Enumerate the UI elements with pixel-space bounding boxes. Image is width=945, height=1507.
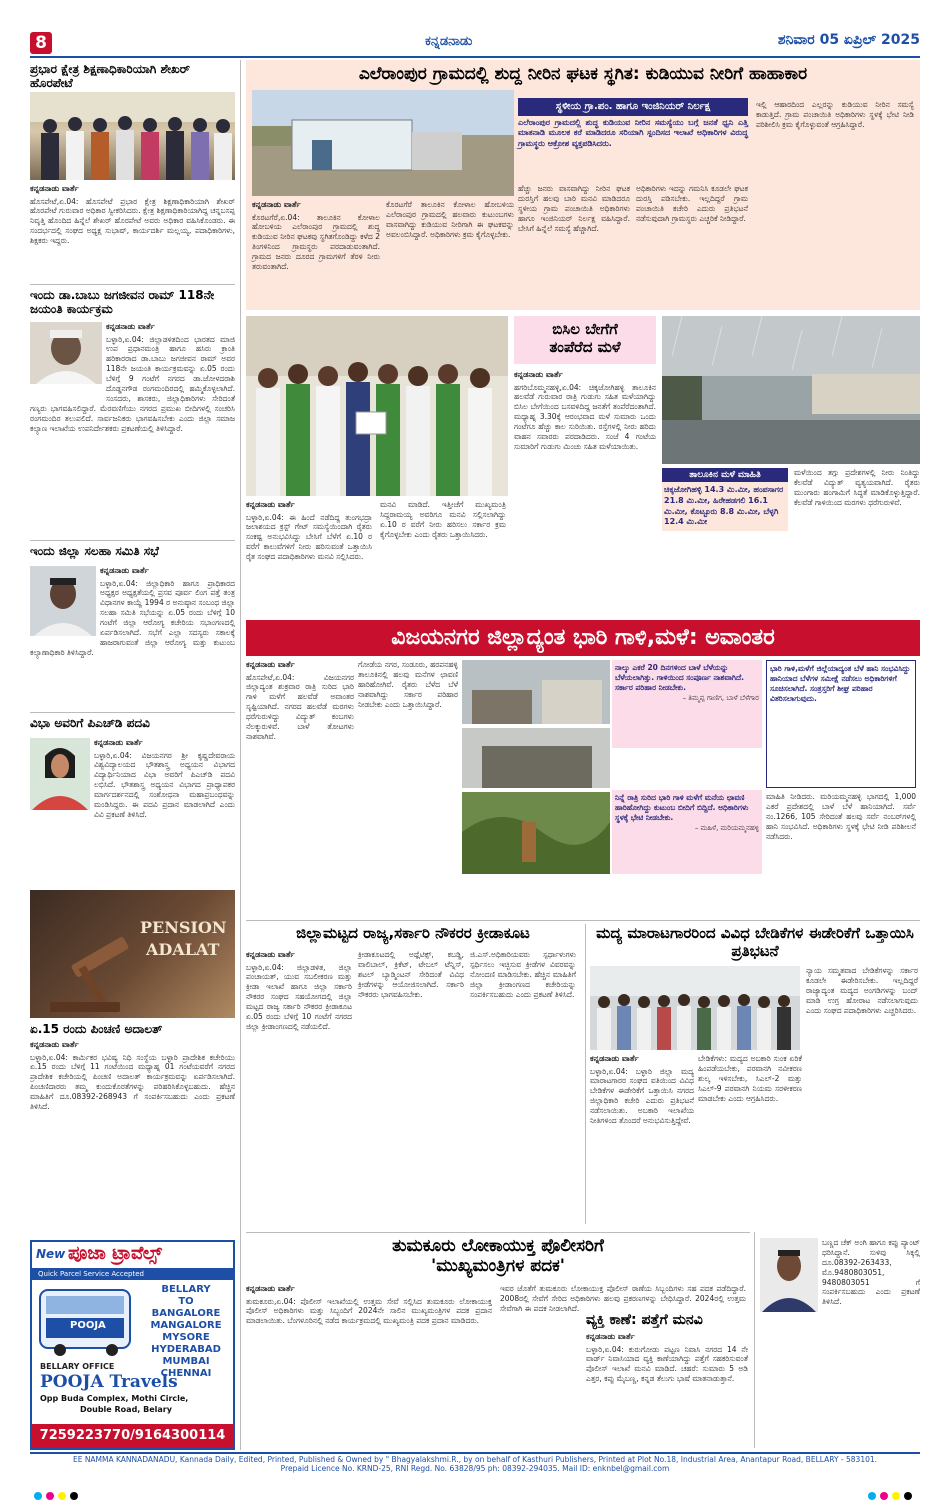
subheading: ಸ್ಥಳೀಯ ಗ್ರಾ.ಪಂ. ಹಾಗೂ ಇಂಜಿನಿಯರ್ ನಿರ್ಲಕ್ಷ: [555, 101, 711, 112]
memorandum-photo: [246, 316, 508, 496]
paper-name: ಕನ್ನಡನಾಡು: [425, 34, 473, 49]
article-body: [30, 738, 235, 823]
rain-right-column: [794, 468, 920, 508]
article-body: [30, 184, 235, 246]
column-2: [380, 500, 506, 540]
footer: [30, 1455, 920, 1483]
missing-person-photo: [760, 1238, 818, 1312]
body-text: ಹೆಚ್ಚು ಜನರು ವಾಸವಾಗಿದ್ದು ನೀರಿನ ಘಟಕ ದುರಸ್ತಿಗೆ ಹಲವು ಬಾರಿ ಮನವಿ ಮಾಡಿದರೂ ಸ್ಥಳೀಯ ಗ್ರಾಮ ಪಂಚಾಯಿತಿ ಅಧಿಕಾರಿಗಳು ಹಾಗೂ ಇಂಜಿನಿಯರ್ ನಿರ್ಲಕ್ಷ ವಹಿಸಿದ್ದಾರೆ. ಬೇಸಿಗೆ ಹಿನ್ನೆಲೆ ಸಮಸ್ಯೆ ಹೆಚ್ಚಾಗಿದೆ.: [518, 184, 630, 233]
ad-pooja-travels: [30, 1240, 235, 1450]
bus-label: POOJA: [70, 1320, 106, 1331]
article-memo: [246, 500, 508, 610]
protest-crowd-scene: [590, 966, 800, 1050]
rain-stats-box: [662, 468, 788, 612]
article-body: [30, 1040, 235, 1112]
body-text: ಅಧಿಕಾರಿಗಳು ಇದನ್ನು ಗಮನಿಸಿ ಕೂಡಲೇ ಘಟಕ ದುರಸ್ತಿ ಪಡಿಸಬೇಕು. ಇಲ್ಲದಿದ್ದರೆ ಗ್ರಾಮ ಪಂಚಾಯಿತಿ ಕಚೇರಿ ಎದುರು ಪ್ರತಿಭಟನೆ ನಡೆಸುವುದಾಗಿ ಗ್ರಾಮಸ್ಥರು ಎಚ್ಚರಿಕೆ ನೀಡಿದ್ದಾರೆ.: [636, 184, 748, 223]
article-body: [30, 322, 235, 433]
route-item: BELLARY: [161, 1284, 211, 1295]
byline: ಕನ್ನಡನಾಡು ವಾರ್ತೆ: [586, 1332, 635, 1341]
footer-line-2: Prepaid Licence No. KRND-25, RNI Regd. No. 63828/95 ph: 08392-294035. Mail ID: enknbel@gmail.com: [280, 1464, 670, 1473]
body-text: ಮಾಹಿತಿ ನೀಡಿದರು. ಮರಿಯಮ್ಮನಹಳ್ಳಿ ಭಾಗದಲ್ಲಿ 1,000 ಎಕರೆ ಪ್ರದೇಶದಲ್ಲಿ ಬಾಳೆ ಬೆಳೆ ಹಾನಿಯಾಗಿದೆ. ಸರ್ವೆ ನಂ.1266, 105 ಸೇರಿದಂತೆ ಹಲವು ಸರ್ವೆ ನಂಬರ್‌ಗಳಲ್ಲಿ ಹಾನಿ ಸಂಭವಿಸಿದೆ. ಅಧಿಕಾರಿಗಳು ಸ್ಥಳಕ್ಕೆ ಭೇಟಿ ನೀಡಿ ಪರಿಶೀಲನೆ ನಡೆಸಿದರು.: [766, 792, 916, 841]
stats-body: ಚಿಕ್ಕಜೋಗಿಹಳ್ಳಿ 14.3 ಮಿ.ಮೀ, ಹಂಪಸಾಗರ 21.8 ಮಿ.ಮೀ, ಹಿರೇಹಡಗಲಿ 16.1 ಮಿ.ಮೀ, ಕೊಟ್ಟೂರು 8.8 ಮಿ.ಮೀ, ಬೆಳ್ಳಗಿ 12.4 ಮಿ.ಮೀ: [662, 482, 788, 531]
registration-dot: [904, 1492, 912, 1500]
vijayanagara-body: [246, 660, 920, 916]
masthead-rule: [30, 56, 920, 58]
divider: [30, 284, 235, 285]
ad-title: ಪೂಜಾ ಟ್ರಾವೆಲ್ಸ್: [68, 1243, 162, 1264]
column-1: [586, 1332, 748, 1384]
company-name: POOJA Travels: [40, 1372, 178, 1392]
article-missing-person: [586, 1312, 920, 1448]
phone-strip: 7259223770/9164300114: [32, 1424, 233, 1448]
byline: ಕನ್ನಡನಾಡು ವಾರ್ತೆ: [30, 184, 79, 193]
article-water: [246, 60, 920, 310]
headline-line-1: ಬಿಸಿಲ ಬೇಗೆಗೆ: [552, 320, 618, 338]
quick-parcel-strip: Quick Parcel Service Accepted: [32, 1268, 233, 1280]
byline: ಕನ್ನಡನಾಡು ವಾರ್ತೆ: [94, 738, 143, 747]
rain-photo: [662, 316, 920, 464]
body-text: ಬಳ್ಳಾರಿ,ಏ.04: ಬಳ್ಳಾರಿ ಜಿಲ್ಲಾ ಮದ್ಯ ಮಾರಾಟಗಾರರ ಸಂಘದ ವತಿಯಿಂದ ವಿವಿಧ ಬೇಡಿಕೆಗಳ ಈಡೇರಿಕೆಗೆ ಒತ್ತಾಯಿಸಿ ನಗರದ ಜಿಲ್ಲಾಧಿಕಾರಿ ಕಚೇರಿ ಎದುರು ಪ್ರತಿಭಟನೆ ನಡೆಸಲಾಯಿತು. ಅಬಕಾರಿ ಇಲಾಖೆಯ ನೀತಿಗಳಿಂದ ತೊಂದರೆ ಅನುಭವಿಸುತ್ತಿದ್ದೇವೆ.: [590, 1066, 694, 1125]
column-2: [358, 660, 458, 709]
banana-field-scene: [462, 792, 610, 874]
missing-right-column: [822, 1238, 920, 1307]
article-sports: [246, 924, 580, 1224]
registration-dot: [70, 1492, 78, 1500]
registration-dot: [880, 1492, 888, 1500]
article-body: [514, 370, 656, 452]
new-label: New: [36, 1247, 66, 1261]
adalat-label: ADALAT: [146, 940, 220, 959]
route-item: HYDERABAD: [151, 1344, 221, 1355]
headline: ಇಂದು ಡಾ.ಬಾಬು ಜಗಜೀವನ ರಾಮ್ 118ನೇ ಜಯಂತಿ ಕಾರ್ಯಕ್ರಮ: [30, 288, 215, 317]
divider: [30, 540, 235, 541]
footer-line-1: EE NAMMA KANNADANADU, Kannada Daily, Edited, Printed, Published & Owned by " Bhagyalakshmi.R., by on behalf of Kasthuri Publishers, Printed at Plot No.18, Industrial Area, Anantapur Road, BELLARY - 583101.: [72, 1455, 878, 1464]
notice-text: ಭಾರಿ ಗಾಳಿ,ಮಳೆಗೆ ಜಿಲ್ಲೆಯಾದ್ಯಂತ ಬೆಳೆ ಹಾನಿ ಸಂಭವಿಸಿದ್ದು ಹಾನಿಯಾದ ಬೆಳೆಗಳ ಸಮೀಕ್ಷೆ ನಡೆಸಲು ಅಧಿಕಾರಿಗಳಿಗೆ ಸೂಚಿಸಲಾಗಿದೆ. ಸಂತ್ರಸ್ತರಿಗೆ ಶೀಘ್ರ ಪರಿಹಾರ ವಿತರಿಸಲಾಗುವುದು.: [770, 664, 911, 704]
column-3: [806, 966, 918, 1015]
rainy-street-scene: [662, 316, 920, 464]
quote-author: – ಮಹಿಳೆ, ಮರಿಯಮ್ಮನಹಳ್ಳಿ: [694, 824, 759, 833]
column-1: [246, 1284, 492, 1326]
route-item: CHENNAI: [160, 1368, 212, 1379]
column-1: [246, 660, 354, 742]
column-divider: [240, 60, 241, 1450]
byline: ಕನ್ನಡನಾಡು ವಾರ್ತೆ: [246, 1284, 295, 1293]
quote-box-1: [612, 660, 762, 748]
address-line-2: Double Road, Belary: [80, 1405, 172, 1414]
byline: ಕನ್ನಡನಾಡು ವಾರ್ತೆ: [100, 566, 149, 575]
quote-text: ನಿನ್ನೆ ರಾತ್ರಿ ಸುರಿದ ಭಾರಿ ಗಾಳಿ ಮಳೆಗೆ ಮನೆಯ ಛಾವಣಿ ಹಾರಿಹೋಗಿದ್ದು ಕುಟುಂಬ ಬೀದಿಗೆ ಬಿದ್ದಿದೆ. ಅಧಿಕಾರಿಗಳು ಸ್ಥಳಕ್ಕೆ ಭೇಟಿ ನೀಡಬೇಕು.: [615, 793, 749, 822]
body-text: ನ್ಯಾಯ ಸಮ್ಮತವಾದ ಬೇಡಿಕೆಗಳನ್ನು ಸರ್ಕಾರ ಕೂಡಲೇ ಈಡೇರಿಸಬೇಕು. ಇಲ್ಲದಿದ್ದರೆ ರಾಜ್ಯಾದ್ಯಂತ ಮದ್ಯದ ಅಂಗಡಿಗಳನ್ನು ಬಂದ್ ಮಾಡಿ ಉಗ್ರ ಹೋರಾಟ ನಡೆಸಲಾಗುವುದು ಎಂದು ಸಂಘದ ಪದಾಧಿಕಾರಿಗಳು ಎಚ್ಚರಿಸಿದರು.: [806, 966, 918, 1015]
farmers-group-scene: [246, 316, 508, 496]
article-jagjivan: [30, 288, 235, 528]
quote-author: – ತಿಮ್ಮಪ್ಪ ಗಾಣಿಗ, ಬಾಳೆ ಬೆಳೆಗಾರ: [682, 694, 759, 703]
headline: ಏ.15 ರಂದು ಪಿಂಚಣಿ ಅದಾಲತ್: [30, 1022, 163, 1036]
body-text: ಕೊರಟಗೆರೆ ತಾಲೂಕಿನ ಕೋಳಾಲ ಹೋಬಳಿಯ ಎಲೆರಾಂಪುರ ಗ್ರಾಮದಲ್ಲಿ ಹಲವಾರು ಕುಟುಂಬಗಳು ವಾಸವಾಗಿದ್ದು ಕುಡಿಯುವ ನೀರಿಗಾಗಿ ಈ ಘಟಕವನ್ನು ಅವಲಂಬಿಸಿದ್ದಾರೆ. ಅಧಿಕಾರಿಗಳು ಕ್ರಮ ಕೈಗೊಳ್ಳಬೇಕು.: [386, 200, 514, 239]
notice-box: [766, 660, 916, 788]
article-rain: [514, 316, 656, 612]
subheading-bar: [518, 98, 748, 116]
column-2: [698, 1054, 802, 1103]
headline-box: [514, 316, 656, 364]
damaged-building-scene: [462, 660, 610, 724]
body-text: ಬಳ್ಳಾರಿ,ಏ.04: ಕಾರ್ಮಿಕರ ಭವಿಷ್ಯ ನಿಧಿ ಸಂಸ್ಥೆಯ ಬಳ್ಳಾರಿ ಪ್ರಾದೇಶಿಕ ಕಚೇರಿಯು ಏ.15 ರಂದು ಬೆಳಿಗ್ಗೆ 11 ಗಂಟೆಯಿಂದ ಮಧ್ಯಾಹ್ನ 01 ಗಂಟೆಯವರೆಗೆ ನಗರದ ಪ್ರಾದೇಶಿಕ ಕಚೇರಿಯಲ್ಲಿ ಪಿಂಚಣಿ ಅದಾಲತ್ ಕಾರ್ಯಕ್ರಮವನ್ನು ಏರ್ಪಡಿಸಲಾಗಿದೆ. ಪಿಂಚಣಿದಾರರು ತಮ್ಮ ಕುಂದುಕೊರತೆಗಳನ್ನು ಪರಿಹರಿಸಿಕೊಳ್ಳಬಹುದು. ಹೆಚ್ಚಿನ ಮಾಹಿತಿಗೆ ದೂ.08392-268943 ಗೆ ಸಂಪರ್ಕಿಸಬಹುದು ಎಂದು ಪ್ರಕಟಣೆ ತಿಳಿಸಿದೆ.: [30, 1052, 235, 1111]
byline: ಕನ್ನಡನಾಡು ವಾರ್ತೆ: [514, 370, 563, 379]
route-list: [140, 1284, 232, 1380]
body-text: ಬಳ್ಳಾರಿ,ಏ.04: ಜಿಲ್ಲಾಡಳಿತ, ಜಿಲ್ಲಾ ಪಂಚಾಯತ್, ಯುವ ಸಬಲೀಕರಣ ಮತ್ತು ಕ್ರೀಡಾ ಇಲಾಖೆ ಹಾಗೂ ಜಿಲ್ಲಾ ಸರ್ಕಾರಿ ನೌಕರರ ಸಂಘದ ಸಹಯೋಗದಲ್ಲಿ ಜಿಲ್ಲಾ ಮಟ್ಟದ ರಾಜ್ಯ ಸರ್ಕಾರಿ ನೌಕರರ ಕ್ರೀಡಾಕೂಟ ಏ.05 ರಂದು ಬೆಳಿಗ್ಗೆ 10 ಗಂಟೆಗೆ ನಗರದ ಜಿಲ್ಲಾ ಕ್ರೀಡಾಂಗಣದಲ್ಲಿ ನಡೆಯಲಿದೆ.: [246, 962, 352, 1031]
headline-line-2: 'ಮುಖ್ಯಮಂತ್ರಿಗಳ ಪದಕ': [430, 1256, 565, 1277]
article-salaha: [30, 544, 235, 709]
article-vibha: [30, 716, 235, 886]
column-right: [766, 792, 916, 841]
headline: ವ್ಯಕ್ತಿ ಕಾಣೆ: ಪತ್ತೆಗೆ ಮನವಿ: [586, 1312, 703, 1328]
body-text: ಬಣ್ಣದ ಚೆಕ್ ಅಂಗಿ ಹಾಗೂ ಕಪ್ಪು ಪ್ಯಾಂಟ್ ಧರಿಸಿದ್ದಾನೆ. ಸುಳಿವು ಸಿಕ್ಕಲ್ಲಿ ದೂ.08392-263433, ಮೊ.9480803051, 9480803051 ಗೆ ಸಂಪರ್ಕಿಸಬಹುದು ಎಂದು ಪ್ರಕಟಣೆ ತಿಳಿಸಿದೆ.: [822, 1238, 920, 1307]
people-silhouettes: [30, 92, 235, 180]
quote-text: ನಾಲ್ಕು ಎಕರೆ 20 ದಿನಗಳಿಂದ ಬಾಳೆ ಬೆಳೆಯನ್ನು ಬೆಳೆಯಲಾಗಿತ್ತು. ಗಾಳಿಯಿಂದ ಸಂಪೂರ್ಣ ನಾಶವಾಗಿದೆ. ಸರ್ಕಾರ ಪರಿಹಾರ ನೀಡಬೇಕು.: [615, 663, 744, 692]
column-2: [386, 200, 514, 240]
portrait-silhouette: [760, 1238, 818, 1312]
column-1: [590, 1054, 694, 1126]
headline: ಎಲೆರಾಂಪುರ ಗ್ರಾಮದಲ್ಲಿ ಶುದ್ದ ನೀರಿನ ಘಟಕ ಸ್ಥಗಿತ: ಕುಡಿಯುವ ನೀರಿಗೆ ಹಾಹಾಕಾರ: [358, 64, 808, 84]
body-text: ಹೊಸಪೇಟೆ,ಏ.04: ವಿಜಯನಗರ ಜಿಲ್ಲಾದ್ಯಂತ ಶುಕ್ರವಾರ ರಾತ್ರಿ ಸುರಿದ ಭಾರಿ ಗಾಳಿ ಮಳೆಗೆ ಹಲವೆಡೆ ಅವಾಂತರ ಸೃಷ್ಟಿಯಾಗಿದೆ. ನಗರದ ಹಲವೆಡೆ ಮರಗಳು ಧರೆಗುರುಳಿದ್ದು ವಿದ್ಯುತ್ ಕಂಬಗಳು ನೆಲಕ್ಕುರುಳಿವೆ. ಬಾಳೆ ತೋಟಗಳು ನಾಶವಾಗಿವೆ.: [246, 672, 354, 741]
address-line-1: Opp Buda Complex, Mothi Circle,: [40, 1394, 189, 1403]
route-item: MUMBAI: [162, 1356, 210, 1367]
headline: ಇಂದು ಜಿಲ್ಲಾ ಸಲಹಾ ಸಮಿತಿ ಸಭೆ: [30, 544, 159, 558]
storm-damage-photo-2: [462, 728, 610, 788]
body-text: ಬಳ್ಳಾರಿ,ಏ.04: ಕುರುಗೋಡು ಪಟ್ಟಣ ನಿವಾಸಿ ನಗರದ 14 ನೇ ವಾರ್ಡ್ ನಿವಾಸಿಯಾದ ವ್ಯಕ್ತಿ ಕಾಣೆಯಾಗಿದ್ದು ಪತ್ತೆಗೆ ಸಹಕರಿಸುವಂತೆ ಪೊಲೀಸ್ ಇಲಾಖೆ ಮನವಿ ಮಾಡಿದೆ. ಚಹರೆ: ಸುಮಾರು 5 ಅಡಿ ಎತ್ತರ, ಕಪ್ಪು ಮೈಬಣ್ಣ, ಕನ್ನಡ ತೆಲುಗು ಭಾಷೆ ಮಾತನಾಡುತ್ತಾನೆ.: [586, 1344, 748, 1384]
body-text: ಬಳ್ಳಾರಿ,ಏ.04: ಜಿಲ್ಲಾಧಿಕಾರಿ ಹಾಗೂ ಪ್ರಾಧಿಕಾರದ ಅಧ್ಯಕ್ಷರ ಅಧ್ಯಕ್ಷತೆಯಲ್ಲಿ ಪ್ರಸವ ಪೂರ್ವ ಲಿಂಗ ಪತ್ತೆ ತಂತ್ರ ವಿಧಾನಗಳ ಕಾಯ್ದೆ 1994 ರ ಅನುಷ್ಠಾನ ಸಂಬಂಧ ಜಿಲ್ಲಾ ಸಲಹಾ ಸಮಿತಿ ಸಭೆಯನ್ನು ಏ.05 ರಂದು ಬೆಳಿಗ್ಗೆ 10 ಗಂಟೆಗೆ ಜಿಲ್ಲಾ ಆರೋಗ್ಯ ಕಚೇರಿಯ ಸಭಾಂಗಣದಲ್ಲಿ ಏರ್ಪಡಿಸಲಾಗಿದೆ. ಸಭೆಗೆ ಎಲ್ಲಾ ಸದಸ್ಯರು ಸಕಾಲಕ್ಕೆ ಹಾಜರಾಗುವಂತೆ ಜಿಲ್ಲಾ ಆರೋಗ್ಯ ಮತ್ತು ಕುಟುಂಬ ಕಲ್ಯಾಣಾಧಿಕಾರಿ ತಿಳಿಸಿದ್ದಾರೆ.: [30, 578, 235, 657]
article-pension: [30, 890, 235, 1120]
body-text: ಹೊಸಪೇಟೆ,ಏ.04: ಹೊಸಪೇಟೆ ಪ್ರಭಾರ ಕ್ಷೇತ್ರ ಶಿಕ್ಷಣಾಧಿಕಾರಿಯಾಗಿ ಶೇಖರ್ ಹೊರಪೇಟೆ ಗುರುವಾರ ಅಧಿಕಾರ ಸ್ವೀಕರಿಸಿದರು. ಕ್ಷೇತ್ರ ಶಿಕ್ಷಣಾಧಿಕಾರಿಯಾಗಿದ್ದ ಚನ್ನಬಸಪ್ಪ ನಿವೃತ್ತಿ ಹೊಂದಿದ ಹಿನ್ನೆಲೆ ಶೇಖರ್ ಹೊರಪೇಟೆ ಅವರು ಅಧಿಕಾರ ವಹಿಸಿಕೊಂಡರು. ಈ ಸಂದರ್ಭದಲ್ಲಿ ಸಂಘದ ಅಧ್ಯಕ್ಷ ಸುಭಾಷ್, ಕಾರ್ಯದರ್ಶಿ ಮಲ್ಲಯ್ಯ, ಪದಾಧಿಕಾರಿಗಳು, ಶಿಕ್ಷಕರು ಇದ್ದರು.: [30, 196, 235, 246]
storm-damage-photo-1: [462, 660, 610, 724]
byline: ಕನ್ನಡನಾಡು ವಾರ್ತೆ: [30, 1040, 79, 1049]
issue-date: ಶನಿವಾರ 05 ಏಪ್ರಿಲ್ 2025: [777, 32, 920, 48]
bus-image: [36, 1284, 136, 1358]
registration-dot: [58, 1492, 66, 1500]
route-item: BANGALORE: [151, 1308, 221, 1319]
lead-text: ಎಲೆರಾಂಪುರ ಗ್ರಾಮದಲ್ಲಿ ಶುದ್ಧ ಕುಡಿಯುವ ನೀರಿನ ಸಮಸ್ಯೆಯು ಬಗ್ಗೆ ಜನತೆ ಧ್ವನಿ ಎತ್ತಿ ಮಾತನಾಡಿ ಮೂಲಕ ಕರೆ ಮಾಡಿದರೂ ಸರಿಯಾಗಿ ಸ್ಪಂದಿಸದ ಇಲಾಖೆ ಅಧಿಕಾರಿಗಳ ವಿರುದ್ಧ ಗ್ರಾಮಸ್ಥರು ಆಕ್ರೋಶ ವ್ಯಕ್ತಪಡಿಸಿದರು.: [518, 118, 748, 148]
column-3: [470, 950, 576, 999]
office-label: BELLARY OFFICE: [40, 1362, 115, 1371]
registration-dot: [892, 1492, 900, 1500]
body-text: ಜಿ.ಎಸ್.ಅಧಿಕಾರಿಯವರು ಸ್ಪರ್ಧಾಳುಗಳು ಸ್ಪರ್ಧಿಸಲು ಇಚ್ಛಿಸುವ ಕ್ರೀಡೆಗಳ ವಿವರವನ್ನು ನೋಂದಣಿ ಮಾಡಿಸಬೇಕು. ಹೆಚ್ಚಿನ ಮಾಹಿತಿಗೆ ಜಿಲ್ಲಾ ಕ್ರೀಡಾಂಗಣದ ಕಚೇರಿಯನ್ನು ಸಂಪರ್ಕಿಸಬಹುದು ಎಂದು ಪ್ರಕಟಣೆ ತಿಳಿಸಿದೆ.: [470, 950, 576, 999]
water-unit-photo: [252, 90, 514, 196]
byline: ಕನ್ನಡನಾಡು ವಾರ್ತೆ: [246, 950, 295, 959]
column-4: [636, 184, 748, 224]
headline: ಮದ್ಯ ಮಾರಾಟಗಾರರಿಂದ ವಿವಿಧ ಬೇಡಿಕೆಗಳ ಈಡೇರಿಕೆಗೆ ಒತ್ತಾಯಿಸಿ ಪ್ರತಿಭಟನೆ: [596, 924, 914, 960]
pension-adalat-image: [30, 890, 235, 1018]
body-text: ಕೊರಟಗೆರೆ,ಏ.04: ತಾಲೂಕಿನ ಕೋಳಾಲ ಹೋಬಳಿಯ ಎಲೆರಾಂಪುರ ಗ್ರಾಮದಲ್ಲಿ ಶುದ್ಧ ಕುಡಿಯುವ ನೀರಿನ ಘಟಕವು ಸ್ಥಗಿತಗೊಂಡಿದ್ದು ಕಳೆದ 2 ತಿಂಗಳಿನಿಂದ ಗ್ರಾಮಸ್ಥರು ಪರದಾಡುವಂತಾಗಿದೆ. ಗ್ರಾಮದ ಜನರು ದೂರದ ಗ್ರಾಮಗಳಿಗೆ ತೆರಳಿ ನೀರು ತರುವಂತಾಗಿದೆ.: [252, 212, 380, 271]
body-text: ಬಳ್ಳಾರಿ,ಏ.04: ವಿಜಯನಗರ ಶ್ರೀ ಕೃಷ್ಣದೇವರಾಯ ವಿಶ್ವವಿದ್ಯಾಲಯದ ಭೌತಶಾಸ್ತ್ರ ಅಧ್ಯಯನ ವಿಭಾಗದ ವಿದ್ಯಾರ್ಥಿನಿಯಾದ ವಿಭಾ ಅವರಿಗೆ ಪಿಎಚ್‌ಡಿ ಪದವಿ ಲಭಿಸಿದೆ. ಭೌತಶಾಸ್ತ್ರ ಅಧ್ಯಯನ ವಿಭಾಗದ ಪ್ರಾಧ್ಯಾಪಕರ ಮಾರ್ಗದರ್ಶನದಲ್ಲಿ ಸಂಶೋಧನಾ ಮಹಾಪ್ರಬಂಧವನ್ನು ಮಂಡಿಸಿದ್ದರು. ಈ ಪದವಿ ಪ್ರದಾನ ಮಾಡಲಾಗಿದೆ ಎಂದು ವಿವಿ ಪ್ರಕಟಣೆ ತಿಳಿಸಿದೆ.: [94, 750, 235, 819]
route-item: MANGALORE: [150, 1320, 222, 1331]
column-3: [518, 184, 630, 233]
column-5: [756, 100, 914, 130]
headline-line-2: ತಂಪೆರೆದ ಮಳೆ: [549, 338, 621, 356]
body-text: ಕ್ರೀಡಾಕೂಟದಲ್ಲಿ ಅಥ್ಲೆಟಿಕ್ಸ್, ಕಬಡ್ಡಿ, ವಾಲಿಬಾಲ್, ಕ್ರಿಕೆಟ್, ಟೇಬಲ್ ಟೆನ್ನಿಸ್, ಶಟಲ್ ಬ್ಯಾಡ್ಮಿಂಟನ್ ಸೇರಿದಂತೆ ವಿವಿಧ ಕ್ರೀಡೆಗಳನ್ನು ಆಯೋಜಿಸಲಾಗಿದೆ. ಸರ್ಕಾರಿ ನೌಕರರು ಭಾಗವಹಿಸಬೇಕು.: [358, 950, 464, 999]
article-protest: [590, 924, 920, 1224]
banner-vijayanagara: [246, 620, 920, 656]
registration-dot: [868, 1492, 876, 1500]
protest-photo: [590, 966, 800, 1050]
pension-label: PENSION: [140, 918, 227, 937]
divider: [246, 920, 920, 921]
group-photo: [30, 92, 235, 180]
article-shekhar: [30, 62, 235, 282]
damaged-shed-scene: [462, 728, 610, 788]
water-plant-scene: [252, 90, 514, 196]
registration-dot: [46, 1492, 54, 1500]
byline: ಕನ್ನಡನಾಡು ವಾರ್ತೆ: [590, 1054, 639, 1063]
headline: ವಿಭಾ ಅವರಿಗೆ ಪಿಎಚ್‌ಡಿ ಪದವಿ: [30, 716, 150, 730]
column-1: [246, 950, 352, 1032]
headline-line-1: ತುಮಕೂರು ಲೋಕಾಯುಕ್ತ ಪೊಲೀಸರಿಗೆ: [392, 1236, 604, 1256]
route-item: TO: [178, 1296, 194, 1307]
body-text: ಬಳ್ಳಾರಿ,ಏ.04: ಜಿಲ್ಲಾಡಳಿತದಿಂದ ಭಾರತದ ಮಾಜಿ ಉಪ ಪ್ರಧಾನಮಂತ್ರಿ ಹಾಗೂ ಹಸಿರು ಕ್ರಾಂತಿ ಹರಿಕಾರರಾದ ಡಾ.ಬಾಬು ಜಗಜೀವನ ರಾಮ್ ಅವರ 118ನೇ ಜಯಂತಿ ಕಾರ್ಯಕ್ರಮವನ್ನು ಏ.05 ರಂದು ಬೆಳಿಗ್ಗೆ 9 ಗಂಟೆಗೆ ನಗರದ ಡಾ.ಜೋಳದರಾಶಿ ದೊಡ್ಡನಗೌಡ ರಂಗಮಂದಿರದಲ್ಲಿ ಹಮ್ಮಿಕೊಳ್ಳಲಾಗಿದೆ. ಸಂಸದರು, ಶಾಸಕರು, ಜಿಲ್ಲಾಧಿಕಾರಿಗಳು ಸೇರಿದಂತೆ ಗಣ್ಯರು ಭಾಗವಹಿಸಲಿದ್ದಾರೆ. ಮೆರವಣಿಗೆಯು ನಗರದ ಪ್ರಮುಖ ಬೀದಿಗಳಲ್ಲಿ ಸಂಚರಿಸಿ ರಂಗಮಂದಿರ ತಲುಪಲಿದೆ. ಸಾರ್ವಜನಿಕರು ಭಾಗವಹಿಸಬೇಕು ಎಂದು ಜಿಲ್ಲಾ ಸಮಾಜ ಕಲ್ಯಾಣ ಇಲಾಖೆಯ ಉಪನಿರ್ದೇಶಕರು ಪ್ರಕಟಣೆಯಲ್ಲಿ ತಿಳಿಸಿದ್ದಾರೆ.: [30, 334, 235, 433]
body-text: ಮಳೆಯಿಂದ ತಗ್ಗು ಪ್ರದೇಶಗಳಲ್ಲಿ ನೀರು ನಿಂತಿದ್ದು ಕೆಲವೆಡೆ ವಿದ್ಯುತ್ ವ್ಯತ್ಯಯವಾಗಿದೆ. ರೈತರು ಮುಂಗಾರು ಹಂಗಾಮಿಗೆ ಸಿದ್ಧತೆ ಮಾಡಿಕೊಳ್ಳುತ್ತಿದ್ದಾರೆ. ಕೆಲವೆಡೆ ಗಾಳಿಯಿಂದ ಮರಗಳು ಧರೆಗುರುಳಿವೆ.: [794, 468, 920, 507]
body-text: ಇಲ್ಲಿ ಆಹಾರದಿಂದ ಎಲ್ಲರನ್ನು ಕುಡಿಯುವ ನೀರಿನ ಸಮಸ್ಯೆ ಕಾಡುತ್ತಿದೆ. ಗ್ರಾಮ ಪಂಚಾಯಿತಿ ಅಧಿಕಾರಿಗಳು ಸ್ಥಳಕ್ಕೆ ಭೇಟಿ ನೀಡಿ ಪರಿಶೀಲಿಸಿ ಕ್ರಮ ಕೈಗೊಳ್ಳುವಂತೆ ಆಗ್ರಹಿಸಿದ್ದಾರೆ.: [756, 100, 914, 129]
quote-box-2: [612, 790, 762, 874]
headline: ಪ್ರಭಾರ ಕ್ಷೇತ್ರ ಶಿಕ್ಷಣಾಧಿಕಾರಿಯಾಗಿ ಶೇಖರ್ ಹೊರಪೇಟೆ: [30, 62, 191, 91]
body-text: ಇವರ ಜೊತೆಗೆ ತುಮಕೂರು ಲೋಕಾಯುಕ್ತ ಪೊಲೀಸ್ ಠಾಣೆಯ ಸಿಬ್ಬಂದಿಗಳು ಸಹ ಪದಕ ಪಡೆದಿದ್ದಾರೆ. 2008ರಲ್ಲಿ ಸೇವೆಗೆ ಸೇರಿದ ಅಧಿಕಾರಿಗಳು ಹಲವು ಪ್ರಕರಣಗಳನ್ನು ಬೇಧಿಸಿದ್ದಾರೆ. 2024ರಲ್ಲಿ ಉತ್ತಮ ಸೇವೆಗಾಗಿ ಈ ಪದಕ ನೀಡಲಾಗಿದೆ.: [500, 1284, 746, 1313]
masthead: [30, 32, 920, 56]
divider: [30, 712, 235, 713]
divider: [246, 1232, 750, 1233]
body-text: ತುಮಕೂರು,ಏ.04: ಪೊಲೀಸ್ ಇಲಾಖೆಯಲ್ಲಿ ಉತ್ತಮ ಸೇವೆ ಸಲ್ಲಿಸಿದ ತುಮಕೂರು ಲೋಕಾಯುಕ್ತ ಪೊಲೀಸ್ ಅಧಿಕಾರಿಗಳು ಮತ್ತು ಸಿಬ್ಬಂದಿಗೆ 2024ನೇ ಸಾಲಿನ ಮುಖ್ಯಮಂತ್ರಿಗಳ ಪದಕ ಪ್ರದಾನ ಮಾಡಲಾಯಿತು. ಬೆಂಗಳೂರಿನಲ್ಲಿ ನಡೆದ ಕಾರ್ಯಕ್ರಮದಲ್ಲಿ ಮುಖ್ಯಮಂತ್ರಿ ಪದಕ ಪ್ರದಾನ ಮಾಡಿದರು.: [246, 1296, 492, 1326]
footer-rule: [30, 1452, 920, 1454]
article-body: [30, 566, 235, 658]
column-1: [252, 200, 380, 272]
page-number: 8: [30, 32, 52, 54]
byline: ಕನ್ನಡನಾಡು ವಾರ್ತೆ: [246, 500, 295, 509]
column-2: [500, 1284, 746, 1314]
body-text: ಬಳ್ಳಾರಿ,ಏ.04: ಈ ಹಿಂದೆ ನಡೆದಿದ್ದ ತುಂಗಭದ್ರಾ ಜಲಾಶಯದ ಕ್ರಸ್ಟ್ ಗೇಟ್ ಸಮಸ್ಯೆಯಿಂದಾಗಿ ರೈತರು ಸಂಕಷ್ಟ ಅನುಭವಿಸಿದ್ದು ಬೇಸಿಗೆ ಬೆಳೆಗೆ ಏ.10 ರ ವರೆಗೆ ಕಾಲುವೆಗಳಿಗೆ ನೀರು ಹರಿಸುವಂತೆ ಒತ್ತಾಯಿಸಿ ರೈತ ಸಂಘದ ಪದಾಧಿಕಾರಿಗಳು ಮನವಿ ಸಲ್ಲಿಸಿದರು.: [246, 512, 372, 562]
body-text: ಗೋಡೆಯ ನಗರ, ಸಂಡೂರು, ಹರಪನಹಳ್ಳಿ ತಾಲೂಕಿನಲ್ಲಿ ಹಲವು ಮನೆಗಳ ಛಾವಣಿ ಹಾರಿಹೋಗಿವೆ. ರೈತರು ಬೆಳೆದ ಬೆಳೆ ನಾಶವಾಗಿದ್ದು ಸರ್ಕಾರ ಪರಿಹಾರ ನೀಡಬೇಕು ಎಂದು ಒತ್ತಾಯಿಸಿದ್ದಾರೆ.: [358, 660, 458, 709]
headline: ಜಿಲ್ಲಾಮಟ್ಟದ ರಾಜ್ಯ,ಸರ್ಕಾರಿ ನೌಕರರ ಕ್ರೀಡಾಕೂಟ: [296, 924, 530, 942]
body-text: ಮನವಿ ಮಾಡಿದೆ. ಇತ್ತೀಚೆಗೆ ಮುಖ್ಯಮಂತ್ರಿ ಸಿದ್ದರಾಮಯ್ಯ ಅವರಿಗೂ ಮನವಿ ಸಲ್ಲಿಸಲಾಗಿದ್ದು ಏ.10 ರ ವರೆಗೆ ನೀರು ಹರಿಸಲು ಸರ್ಕಾರ ಕ್ರಮ ಕೈಗೊಳ್ಳಬೇಕು ಎಂದು ರೈತರು ಒತ್ತಾಯಿಸಿದರು.: [380, 500, 506, 539]
banana-damage-photo: [462, 792, 610, 874]
byline: ಕನ್ನಡನಾಡು ವಾರ್ತೆ: [106, 322, 155, 331]
column-divider: [585, 924, 586, 1224]
column-2: [358, 950, 464, 999]
registration-dot: [34, 1492, 42, 1500]
banner-headline: ವಿಜಯನಗರ ಜಿಲ್ಲಾದ್ಯಂತ ಭಾರಿ ಗಾಳಿ,ಮಳೆ: ಅವಾಂತರ: [391, 625, 775, 650]
byline: ಕನ್ನಡನಾಡು ವಾರ್ತೆ: [246, 660, 295, 669]
body-text: ಬೇಡಿಕೆಗಳು: ಮದ್ಯದ ಅಬಕಾರಿ ಸುಂಕ ಏರಿಕೆ ಹಿಂಪಡೆಯಬೇಕು, ಪರವಾನಗಿ ನವೀಕರಣ ಶುಲ್ಕ ಇಳಿಸಬೇಕು, ಸಿಎಲ್-2 ಮತ್ತು ಸಿಎಲ್-9 ಪರವಾನಗಿ ನಿಯಮ ಸರಳೀಕರಣ ಮಾಡಬೇಕು ಎಂದು ಆಗ್ರಹಿಸಿದರು.: [698, 1054, 802, 1103]
column-1: [246, 500, 372, 562]
stats-title: ತಾಲೂಕಿನ ಮಳೆ ಮಾಹಿತಿ: [662, 468, 788, 482]
byline: ಕನ್ನಡನಾಡು ವಾರ್ತೆ: [252, 200, 301, 209]
body-text: ಹಗರಿಬೊಮ್ಮನಹಳ್ಳಿ,ಏ.04: ಚಿಕ್ಕಜೋಗಿಹಳ್ಳಿ ತಾಲೂಕಿನ ಹಲವೆಡೆ ಗುರುವಾರ ರಾತ್ರಿ ಗುಡುಗು ಸಹಿತ ಮಳೆಯಾಗಿದ್ದು ಬಿಸಿಲ ಬೇಗೆಯಿಂದ ಬಸವಳಿದಿದ್ದ ಜನತೆಗೆ ತಂಪೆರೆದಂತಾಗಿದೆ. ಮಧ್ಯಾಹ್ನ 3.30ಕ್ಕೆ ಆರಂಭವಾದ ಮಳೆ ಸುಮಾರು ಒಂದು ಗಂಟೆಗೂ ಹೆಚ್ಚು ಕಾಲ ಸುರಿಯಿತು. ರಸ್ತೆಗಳಲ್ಲಿ ನೀರು ಹರಿದು ವಾಹನ ಸವಾರರು ಪರದಾಡಿದರು. ಸಂಜೆ 4 ಗಂಟೆಯ ಸುಮಾರಿಗೆ ಗುಡುಗು ಮಿಂಚು ಸಹಿತ ಮಳೆಯಾಯಿತು.: [514, 382, 656, 451]
route-item: MYSORE: [162, 1332, 210, 1343]
